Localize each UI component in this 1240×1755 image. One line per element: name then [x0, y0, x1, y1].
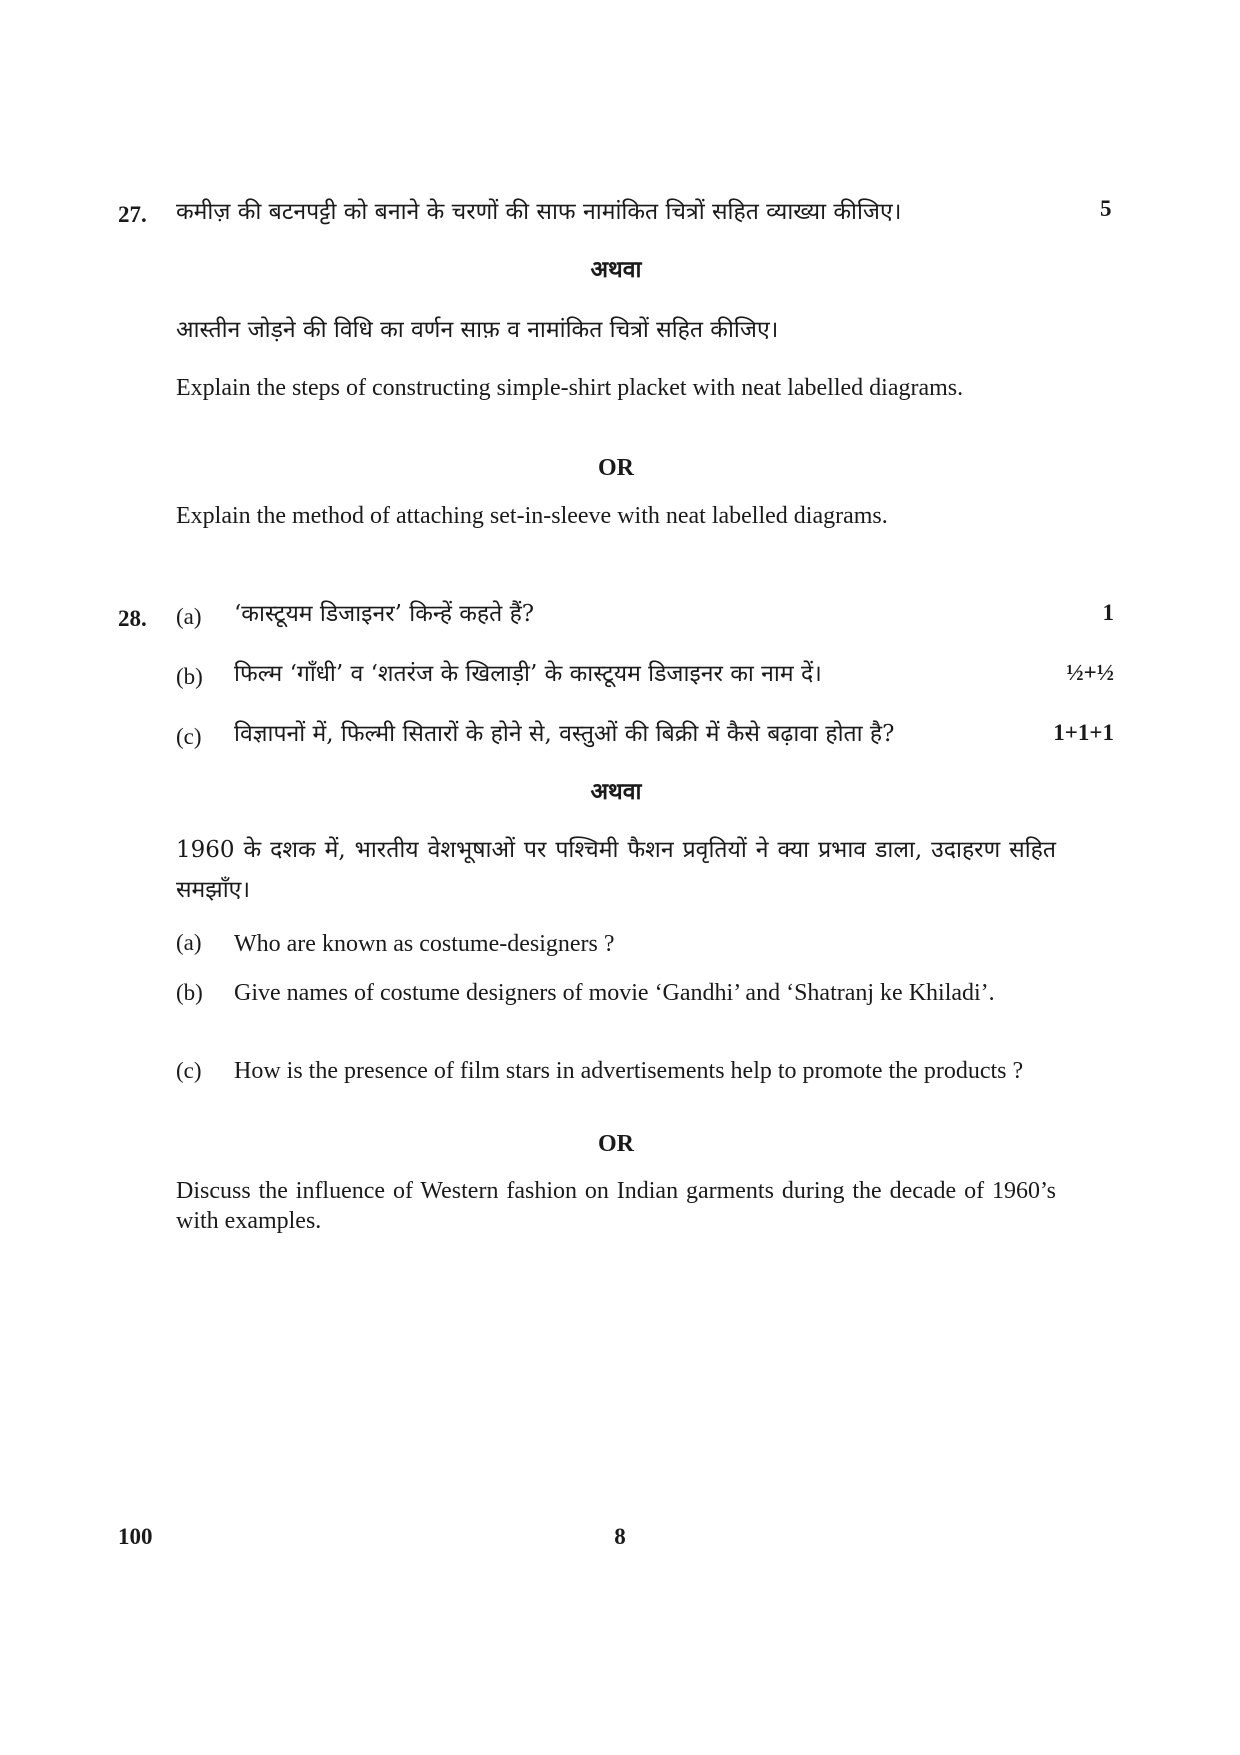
q28-english-b-text: Give names of costume designers of movie ‘Gandhi’ and ‘Shatranj ke Khiladi’.	[234, 980, 995, 1006]
q28-hindi-c-marks: 1+1+1	[1053, 720, 1114, 745]
q28-english-a-label: (a)	[176, 930, 202, 955]
q28-english-c-label: (c)	[176, 1058, 202, 1083]
question-28-hindi-or: अथवा	[590, 778, 642, 805]
q28-hindi-b-text: फिल्म ‘गाँधी’ व ‘शतरंज के खिलाड़ी’ के कास्टूयम डिजाइनर का नाम दें।	[234, 661, 822, 687]
q28-hindi-b-label: (b)	[176, 664, 203, 689]
question-28-number: 28.	[118, 606, 147, 631]
question-27-number: 27.	[118, 202, 147, 227]
question-27-english-or: OR	[598, 455, 634, 481]
paper-code: 100	[118, 1524, 153, 1549]
q28-english-a-text: Who are known as costume-designers ?	[234, 931, 615, 957]
q28-hindi-c-label: (c)	[176, 724, 202, 749]
question-27-hindi-alt: आस्तीन जोड़ने की विधि का वर्णन साफ़ व नामांकित चित्रों सहित कीजिए।	[176, 317, 779, 343]
question-27-hindi: कमीज़ की बटनपट्टी को बनाने के चरणों की साफ नामांकित चित्रों सहित व्याख्या कीजिए।	[176, 199, 902, 225]
q28-english-b-label: (b)	[176, 980, 203, 1005]
question-28-english-alt: Discuss the influence of Western fashion on Indian garments during the decade of 1960’s with examples.	[176, 1178, 1056, 1234]
q28-english-c-text: How is the presence of film stars in advertisements help to promote the products ?	[234, 1058, 1024, 1084]
q28-hindi-b-marks: ½+½	[1066, 660, 1114, 685]
question-28-english-or: OR	[598, 1131, 634, 1157]
q28-hindi-a-label: (a)	[176, 604, 202, 629]
question-27-english: Explain the steps of constructing simple-shirt placket with neat labelled diagrams.	[176, 375, 964, 401]
q28-hindi-a-marks: 1	[1102, 600, 1114, 625]
question-27-marks: 5	[1100, 196, 1112, 221]
question-28-hindi-alt: 1960 के दशक में, भारतीय वेशभूषाओं पर पश्चिमी फैशन प्रवृतियों ने क्या प्रभाव डाला, उदाहरण सहित समझाँए।	[176, 837, 1056, 903]
question-27-english-alt: Explain the method of attaching set-in-sleeve with neat labelled diagrams.	[176, 503, 888, 529]
q28-hindi-c-text: विज्ञापनों में, फिल्मी सितारों के होने से, वस्तुओं की बिक्री में कैसे बढ़ावा होता है?	[234, 721, 895, 747]
page-number: 8	[614, 1524, 626, 1549]
question-27-hindi-or: अथवा	[590, 256, 642, 283]
q28-hindi-a-text: ‘कास्टूयम डिजाइनर’ किन्हें कहते हैं?	[234, 601, 535, 627]
